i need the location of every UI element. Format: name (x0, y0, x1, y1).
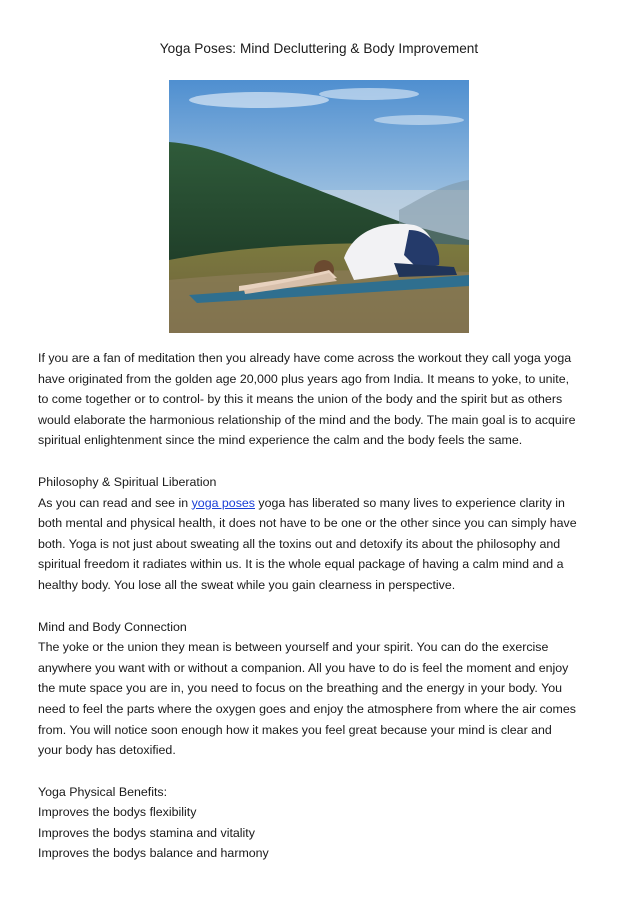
section-heading-philosophy: Philosophy & Spiritual Liberation (38, 474, 217, 489)
yoga-poses-link[interactable]: yoga poses (191, 495, 255, 510)
intro-line-5: spiritual enlightenment since the mind experience the calm and the body feels the same. (38, 433, 523, 448)
philosophy-line-2: both mental and physical health, it does not have to be one or the other since you can simply have (38, 516, 577, 531)
spacer (38, 451, 608, 472)
spacer (38, 761, 608, 782)
philosophy-line-4: spiritual freedom it radiates within us. It is the whole equal package of having a calm mind and a (38, 557, 564, 572)
connection-line-2: anywhere you want with or without a companion. All you have to do is feel the moment and enjoy (38, 660, 569, 675)
spacer (38, 596, 608, 617)
philosophy-line-1 (38, 493, 608, 514)
connection-line-1: The yoke or the union they mean is between yourself and your spirit. You can do the exercise (38, 640, 549, 655)
intro-line-2: have originated from the golden age 20,000 plus years ago from India. It means to yoke, to unite, (38, 371, 570, 386)
connection-line-6: your body has detoxified. (38, 743, 176, 758)
intro-line-1: If you are a fan of meditation then you already have come across the workout they call yoga yoga (38, 351, 572, 365)
intro-line-3: to come together or to control- by this it means the union of the body and the spirit but as others (38, 392, 563, 407)
benefit-item: Improves the bodys stamina and vitality (38, 825, 255, 840)
philosophy-line-1-before: As you can read and see in (38, 495, 192, 510)
benefit-item: Improves the bodys balance and harmony (38, 846, 269, 861)
page-title: Yoga Poses: Mind Decluttering & Body Improvement (159, 41, 479, 56)
connection-line-4: need to feel the parts where the oxygen goes and enjoy the atmosphere from where the air comes (38, 701, 576, 716)
philosophy-line-1-after: yoga has liberated so many lives to experience clarity in (254, 495, 565, 510)
section-heading-benefits: Yoga Physical Benefits: (38, 784, 168, 799)
yoga-photo (169, 80, 469, 333)
philosophy-line-3: both. Yoga is not just about sweating all the toxins out and detoxify its about the philosophy and (38, 536, 561, 551)
intro-line-4: would elaborate the harmonious relationship of the mind and the body. The main goal is to acquire (38, 412, 576, 427)
philosophy-line-5: healthy body. You lose all the sweat while you gain clearness in perspective. (38, 577, 456, 592)
connection-line-3: the mute space you are in, you need to focus on the breathing and the energy in your body. You (38, 681, 562, 696)
section-heading-connection: Mind and Body Connection (38, 619, 187, 634)
connection-line-5: from. You will notice soon enough how it makes you feel great because your mind is clear and (38, 722, 552, 737)
benefit-item: Improves the bodys flexibility (38, 805, 197, 820)
article-body (38, 348, 608, 864)
